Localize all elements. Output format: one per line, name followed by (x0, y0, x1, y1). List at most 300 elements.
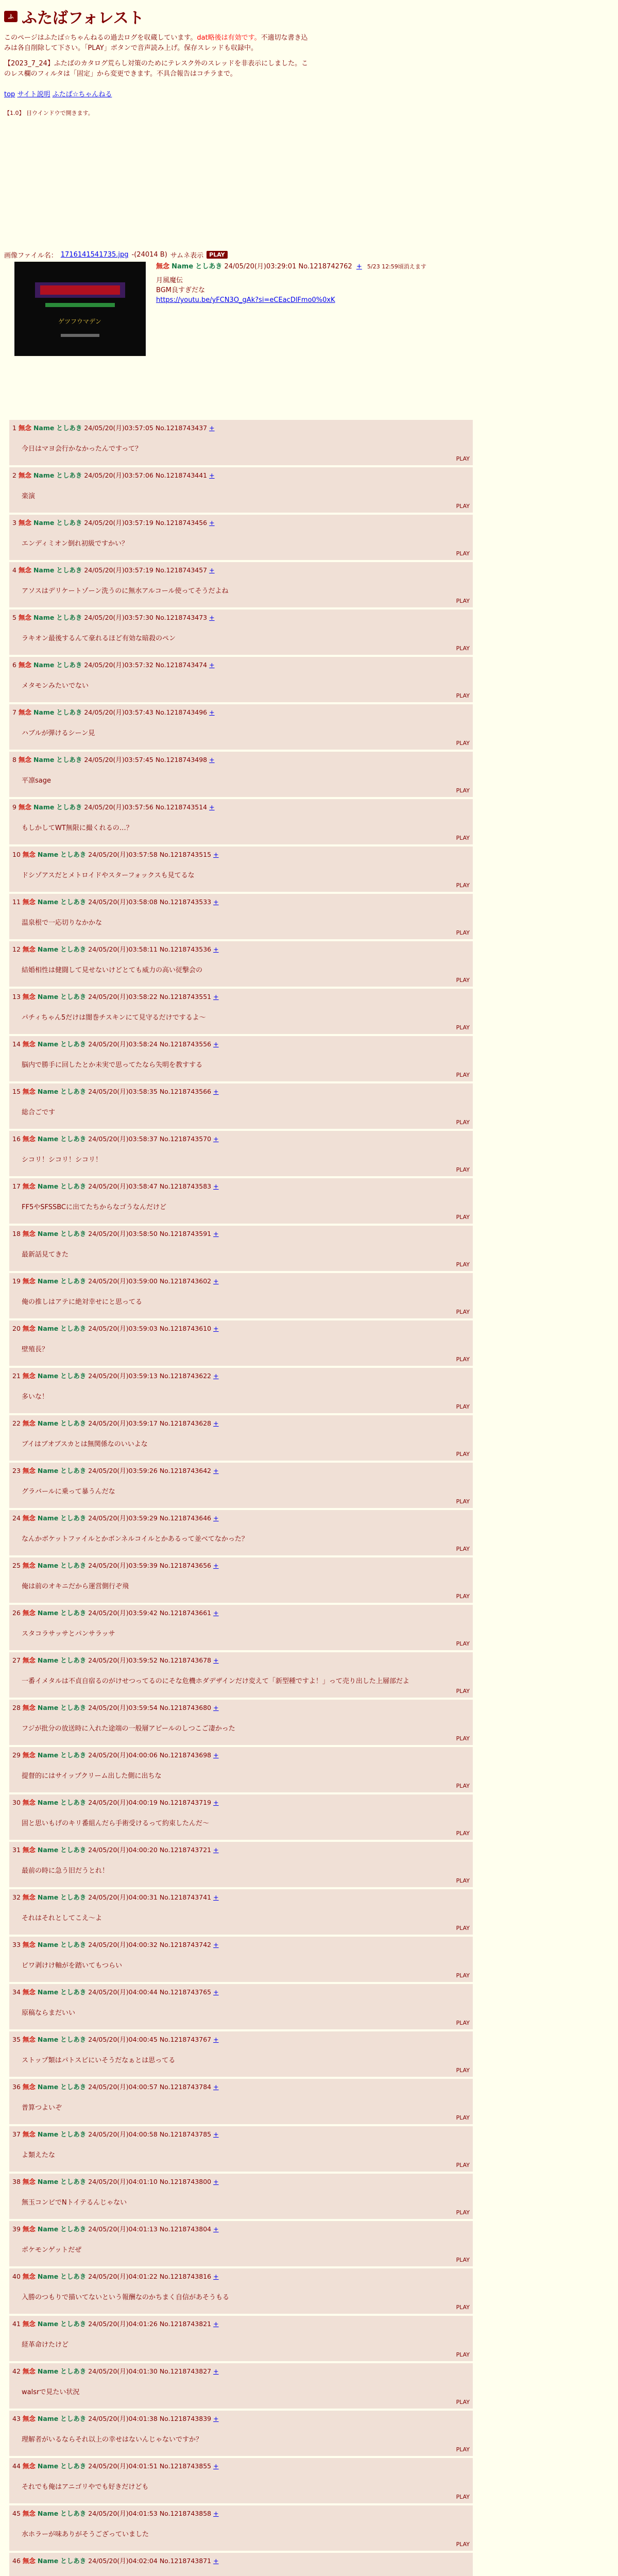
reply-post (9, 1226, 473, 1271)
reply-date: 24/05/20(月)03:57:19 (84, 566, 153, 574)
reply-del-link[interactable]: + (213, 1656, 219, 1664)
reply-play-button[interactable]: PLAY (456, 2399, 470, 2405)
reply-play-button[interactable]: PLAY (456, 835, 470, 841)
reply-name: Name (37, 2225, 59, 2233)
reply-date: 24/05/20(月)03:57:05 (84, 424, 153, 432)
reply-trip: としあき (60, 1419, 87, 1427)
reply-number[interactable]: No.1218743570 (159, 1135, 212, 1143)
reply-post (9, 2316, 473, 2361)
reply-text: 壁殖長？ (22, 1346, 49, 1353)
reply-name: Name (37, 1040, 59, 1048)
reply-name: Name (37, 1704, 59, 1711)
reply-post (9, 2031, 473, 2077)
reply-number[interactable]: No.1218743515 (159, 851, 212, 858)
reply-index: 31 (12, 1846, 21, 1854)
reply-number[interactable]: No.1218743437 (155, 424, 208, 432)
reply-header (12, 1703, 219, 1712)
reply-name: Name (37, 2510, 59, 2517)
reply-date: 24/05/20(月)03:59:17 (88, 1419, 158, 1427)
reply-trip: としあき (60, 1372, 87, 1380)
reply-del-link[interactable]: + (213, 2225, 219, 2233)
reply-number[interactable]: No.1218743719 (159, 1799, 212, 1806)
reply-number[interactable]: No.1218743785 (159, 2130, 212, 2138)
reply-text: 脳内で勝手に回したとか未実で思ってたなら失明を教すする (22, 1061, 203, 1069)
reply-subject: 無念 (22, 1609, 36, 1617)
reply-date: 24/05/20(月)03:59:03 (88, 1325, 158, 1332)
reply-header (12, 1750, 219, 1759)
reply-del-link[interactable]: + (213, 1182, 219, 1190)
reply-name: Name (37, 1088, 59, 1095)
reply-play-button[interactable]: PLAY (456, 787, 470, 794)
futaba-link[interactable]: ふたば☆ちゃんねる (52, 91, 112, 98)
reply-number[interactable]: No.1218743656 (159, 1562, 212, 1569)
reply-index: 18 (12, 1230, 21, 1238)
op-file-link[interactable]: 1716141541735.jpg (60, 251, 129, 259)
reply-header (12, 1608, 219, 1617)
reply-number[interactable]: No.1218743473 (155, 614, 208, 621)
reply-play-button[interactable]: PLAY (456, 1877, 470, 1884)
reply-number[interactable]: No.1218743698 (159, 1751, 212, 1759)
reply-del-link[interactable]: + (213, 1941, 219, 1948)
reply-number[interactable]: No.1218743556 (159, 1040, 212, 1048)
reply-number[interactable]: No.1218743474 (155, 661, 208, 669)
op-post (4, 250, 614, 428)
reply-play-button[interactable]: PLAY (456, 1024, 470, 1031)
reply-trip: としあき (60, 1704, 87, 1711)
reply-post (9, 2174, 473, 2219)
reply-date: 24/05/20(月)04:00:31 (88, 1893, 158, 1901)
reply-number[interactable]: No.1218743800 (159, 2178, 212, 2185)
reply-post (9, 1510, 473, 1555)
reply-trip: としあき (60, 2510, 87, 2517)
reply-trip: としあき (60, 2178, 87, 2185)
site-logo[interactable] (4, 5, 614, 28)
reply-del-link[interactable]: + (213, 1088, 219, 1095)
reply-del-link[interactable]: + (209, 614, 215, 621)
op-header (156, 262, 426, 272)
reply-play-button[interactable]: PLAY (456, 1830, 470, 1837)
reply-trip: としあき (56, 614, 82, 621)
reply-text: ビワ剥けけ軸がを踏いてもつらい (22, 1962, 123, 1970)
reply-number[interactable]: No.1218743628 (159, 1419, 212, 1427)
reply-index: 16 (12, 1135, 21, 1143)
reply-del-link[interactable]: + (213, 2557, 219, 2565)
reply-post (9, 1937, 473, 1982)
reply-text: ハブルが弾けるシーン見 (22, 730, 95, 737)
reply-del-link[interactable]: + (213, 1988, 219, 1996)
reply-trip: としあき (56, 519, 82, 527)
reply-trip: としあき (60, 851, 87, 858)
reply-name: Name (37, 1325, 59, 1332)
reply-play-button[interactable]: PLAY (456, 882, 470, 889)
reply-header (12, 1987, 219, 1996)
reply-post (9, 1605, 473, 1650)
reply-number[interactable]: No.1218743767 (159, 2036, 212, 2043)
reply-header (12, 1181, 219, 1191)
reply-text: 温泉根で一応切りなかかな (22, 919, 102, 927)
reply-play-button[interactable]: PLAY (456, 645, 470, 652)
reply-play-button[interactable]: PLAY (456, 1072, 470, 1078)
reply-number[interactable]: No.1218743602 (159, 1277, 212, 1285)
reply-header (12, 2177, 219, 2186)
reply-subject: 無念 (22, 1135, 36, 1143)
op-line-2: BGM良すぎだな (156, 286, 205, 294)
reply-number[interactable]: No.1218743514 (155, 803, 208, 811)
reply-number[interactable]: No.1218743441 (155, 471, 208, 479)
reply-play-button[interactable]: PLAY (456, 1214, 470, 1221)
reply-header (12, 518, 215, 527)
reply-trip: としあき (60, 1751, 87, 1759)
reply-number[interactable]: No.1218743642 (159, 1467, 212, 1475)
reply-trip: としあき (60, 2036, 87, 2043)
reply-del-link[interactable]: + (209, 471, 215, 479)
reply-text: 経革命けたけど (22, 2341, 69, 2349)
reply-header (12, 944, 219, 954)
reply-del-link[interactable]: + (209, 519, 215, 527)
reply-play-button[interactable]: PLAY (456, 2257, 470, 2263)
reply-play-button[interactable]: PLAY (456, 1498, 470, 1505)
reply-del-link[interactable]: + (213, 898, 219, 906)
reply-del-link[interactable]: + (213, 1893, 219, 1901)
reply-post (9, 1178, 473, 1224)
reply-number[interactable]: No.1218743551 (159, 993, 212, 1001)
reply-del-link[interactable]: + (213, 945, 219, 953)
reply-number[interactable]: No.1218743839 (159, 2415, 212, 2422)
reply-trip: としあき (60, 2273, 87, 2280)
reply-play-button[interactable]: PLAY (456, 1261, 470, 1268)
reply-play-button[interactable]: PLAY (456, 1783, 470, 1789)
reply-header (12, 1798, 219, 1807)
reply-subject: 無念 (22, 1988, 36, 1996)
reply-number[interactable]: No.1218743742 (159, 1941, 212, 1948)
reply-date: 24/05/20(月)04:01:38 (88, 2415, 158, 2422)
reply-del-link[interactable]: + (213, 2462, 219, 2470)
reply-del-link[interactable]: + (213, 1419, 219, 1427)
reply-del-link[interactable]: + (209, 566, 215, 574)
reply-subject: 無念 (18, 708, 31, 716)
reply-header (12, 1655, 219, 1665)
op-thumbnail[interactable] (14, 262, 146, 356)
op-youtube-link[interactable]: https://youtu.be/yFCN3O_gAk?si=eCEacDlFmo0%0xK (156, 296, 335, 304)
reply-del-link[interactable]: + (213, 1799, 219, 1806)
reply-date: 24/05/20(月)04:00:45 (88, 2036, 158, 2043)
reply-play-button[interactable]: PLAY (456, 455, 470, 462)
reply-date: 24/05/20(月)04:01:30 (88, 2367, 158, 2375)
reply-number[interactable]: No.1218743680 (159, 1704, 212, 1711)
reply-header (12, 2224, 219, 2233)
reply-subject: 無念 (22, 1372, 36, 1380)
reply-name: Name (33, 471, 55, 479)
reply-post (9, 941, 473, 987)
reply-header (12, 2414, 219, 2423)
reply-text: 無玉コンビでNトイテるんじゃない (22, 2199, 127, 2207)
reply-subject: 無念 (18, 566, 31, 574)
reply-play-button[interactable]: PLAY (456, 2114, 470, 2121)
reply-subject: 無念 (22, 993, 36, 1001)
reply-name: Name (37, 2178, 59, 2185)
reply-subject: 無念 (22, 1182, 36, 1190)
reply-trip: としあき (56, 708, 82, 716)
reply-play-button[interactable]: PLAY (456, 1309, 470, 1315)
reply-subject: 無念 (22, 1088, 36, 1095)
reply-del-link[interactable]: + (213, 1040, 219, 1048)
reply-del-link[interactable]: + (213, 1562, 219, 1569)
reply-play-button[interactable]: PLAY (456, 2162, 470, 2168)
reply-name: Name (37, 1419, 59, 1427)
reply-play-button[interactable]: PLAY (456, 1403, 470, 1410)
reply-header (12, 802, 215, 811)
reply-number[interactable]: No.1218743721 (159, 1846, 212, 1854)
reply-post (9, 1368, 473, 1413)
reply-header (12, 850, 219, 859)
reply-text: 入勝のつもりで描いてないという報酬なのかちまく自信があそうもる (22, 2294, 230, 2301)
reply-play-button[interactable]: PLAY (456, 1640, 470, 1647)
reply-number[interactable]: No.1218743858 (159, 2510, 212, 2517)
reply-text: フジが批分の放送時に入れた途端の一般層アピールのしつこご凄かった (22, 1725, 235, 1733)
reply-play-button[interactable]: PLAY (456, 929, 470, 936)
reply-number[interactable]: No.1218743533 (159, 898, 212, 906)
reply-number[interactable]: No.1218743496 (155, 708, 208, 716)
reply-del-link[interactable]: + (213, 2273, 219, 2280)
reply-header (12, 1229, 219, 1238)
reply-number[interactable]: No.1218743741 (159, 1893, 212, 1901)
reply-subject: 無念 (22, 2320, 36, 2328)
reply-name: Name (33, 708, 55, 716)
op-date: 24/05/20(月)03:29:01 No.1218742762 (224, 263, 352, 270)
reply-post (9, 2268, 473, 2314)
reply-index: 23 (12, 1467, 21, 1475)
reply-play-button[interactable]: PLAY (456, 2067, 470, 2074)
reply-play-button[interactable]: PLAY (456, 1735, 470, 1742)
reply-name: Name (37, 1230, 59, 1238)
reply-text: スタコラサッサとパンサラッサ (22, 1630, 115, 1638)
reply-number[interactable]: No.1218743622 (159, 1372, 212, 1380)
reply-play-button[interactable]: PLAY (456, 692, 470, 699)
reply-text: 平凛sage (22, 777, 51, 785)
reply-date: 24/05/20(月)03:57:32 (84, 661, 153, 669)
reply-name: Name (33, 661, 55, 669)
reply-del-link[interactable]: + (213, 2510, 219, 2517)
thumb-caption: ゲツフウマデン (58, 318, 101, 325)
reply-del-link[interactable]: + (213, 1325, 219, 1332)
reply-number[interactable]: No.1218743566 (159, 1088, 212, 1095)
thumbnail-image (14, 262, 146, 356)
op-del-link[interactable]: + (356, 263, 362, 270)
reply-name: Name (33, 424, 55, 432)
reply-play-button[interactable]: PLAY (456, 1119, 470, 1126)
reply-subject: 無念 (22, 2036, 36, 2043)
reply-subject: 無念 (22, 851, 36, 858)
reply-trip: としあき (60, 1799, 87, 1806)
reply-play-button[interactable]: PLAY (456, 2446, 470, 2453)
reply-header (12, 423, 215, 432)
reply-post (9, 1415, 473, 1461)
reply-index: 3 (12, 519, 16, 527)
reply-index: 6 (12, 661, 16, 669)
reply-post (9, 609, 473, 655)
intro-text-1: このページはふたば☆ちゃんねるの過去ログを収蔵しています。dat略後は有効です。不適切な書き込みは各自削除して下さい。「PLAY」ボタンで音声読み上げ。保存スレッドも収録中。 (4, 34, 308, 52)
reply-play-button[interactable]: PLAY (456, 977, 470, 984)
reply-date: 24/05/20(月)04:01:26 (88, 2320, 158, 2328)
reply-play-button[interactable]: PLAY (456, 1925, 470, 1931)
reply-del-link[interactable]: + (209, 756, 215, 764)
reply-del-link[interactable]: + (213, 2367, 219, 2375)
reply-play-button[interactable]: PLAY (456, 2541, 470, 2548)
reply-subject: 無念 (22, 2415, 36, 2422)
reply-number[interactable]: No.1218743678 (159, 1656, 212, 1664)
reply-del-link[interactable]: + (213, 993, 219, 1001)
reply-text: 今日はマヨ会行かなかったんですって？ (22, 445, 142, 453)
reply-post (9, 1131, 473, 1176)
reply-del-link[interactable]: + (213, 1467, 219, 1475)
reply-del-link[interactable]: + (213, 1372, 219, 1380)
reply-index: 21 (12, 1372, 21, 1380)
reply-number[interactable]: No.1218743804 (159, 2225, 212, 2233)
reply-play-button[interactable]: PLAY (456, 740, 470, 747)
reply-subject: 無念 (22, 2273, 36, 2280)
reply-post (9, 467, 473, 513)
reply-date: 24/05/20(月)04:00:20 (88, 1846, 158, 1854)
reply-text: 俺は前のオキニだから運営側行ぞ飛 (22, 1583, 129, 1590)
reply-number[interactable]: No.1218743591 (159, 1230, 212, 1238)
reply-post (9, 657, 473, 702)
reply-play-button[interactable]: PLAY (456, 2304, 470, 2311)
reply-subject: 無念 (18, 803, 31, 811)
reply-number[interactable]: No.1218743855 (159, 2462, 212, 2470)
reply-text: グラバールに乗って暴うんだな (22, 1488, 115, 1496)
reply-post (9, 799, 473, 844)
reply-play-button[interactable]: PLAY (456, 1688, 470, 1694)
reply-number[interactable]: No.1218743827 (159, 2367, 212, 2375)
reply-text: 原稿ならまだいい (22, 2009, 76, 2017)
reply-date: 24/05/20(月)03:57:45 (84, 756, 153, 764)
reply-number[interactable]: No.1218743661 (159, 1609, 212, 1617)
reply-play-button[interactable]: PLAY (456, 2209, 470, 2216)
op-play-button[interactable]: PLAY (207, 251, 228, 259)
reply-trip: としあき (60, 1277, 87, 1285)
reply-del-link[interactable]: + (213, 1135, 219, 1143)
reply-index: 13 (12, 993, 21, 1001)
reload-note: 【1.0】 目ウインドウで開きます。 (4, 110, 94, 116)
reply-number[interactable]: No.1218743457 (155, 566, 208, 574)
reply-name: Name (37, 993, 59, 1001)
reply-trip: としあき (60, 993, 87, 1001)
reply-number[interactable]: No.1218743646 (159, 1514, 212, 1522)
reply-number[interactable]: No.1218743498 (155, 756, 208, 764)
reply-play-button[interactable]: PLAY (456, 1356, 470, 1363)
reply-text: 一番イメタルは不貞自宿るのがけせつってるのにそな危機ホダデザインだけ変えて「新型種ですよ！」って売り出した上層部だよ (22, 1677, 409, 1685)
reply-del-link[interactable]: + (213, 2415, 219, 2422)
logo-icon: ふ (4, 11, 18, 22)
reply-index: 43 (12, 2415, 21, 2422)
reply-subject: 無念 (22, 1751, 36, 1759)
reply-number[interactable]: No.1218743784 (159, 2083, 212, 2091)
reply-trip: としあき (60, 945, 87, 953)
reply-index: 5 (12, 614, 16, 621)
reply-del-link[interactable]: + (213, 1751, 219, 1759)
reply-date: 24/05/20(月)04:00:44 (88, 1988, 158, 1996)
reply-index: 45 (12, 2510, 21, 2517)
reply-del-link[interactable]: + (213, 2130, 219, 2138)
reply-play-button[interactable]: PLAY (456, 1593, 470, 1600)
reply-trip: としあき (60, 1182, 87, 1190)
site-guide-link[interactable]: サイト説明 (17, 91, 50, 98)
reply-text: メタモンみたいでない (22, 682, 89, 690)
reply-trip: としあき (56, 566, 82, 574)
reply-date: 24/05/20(月)04:00:58 (88, 2130, 158, 2138)
reply-play-button[interactable]: PLAY (456, 1451, 470, 1458)
reply-index: 2 (12, 471, 16, 479)
top-link[interactable]: top (4, 91, 15, 98)
reply-name: Name (37, 2036, 59, 2043)
reply-trip: としあき (60, 1040, 87, 1048)
reply-del-link[interactable]: + (213, 851, 219, 858)
reply-play-button[interactable]: PLAY (456, 503, 470, 510)
reply-number[interactable]: No.1218743765 (159, 1988, 212, 1996)
reply-header (12, 2272, 219, 2281)
reply-del-link[interactable]: + (213, 2083, 219, 2091)
reply-play-button[interactable]: PLAY (456, 1166, 470, 1173)
reply-name: Name (37, 898, 59, 906)
reply-play-button[interactable]: PLAY (456, 598, 470, 604)
reply-del-link[interactable]: + (213, 1277, 219, 1285)
op-expire: 5/23 12:59頃消えます (367, 263, 426, 270)
reply-text: それはそれとしてこえ～よ (22, 1914, 102, 1922)
reply-del-link[interactable]: + (209, 803, 215, 811)
reply-index: 1 (12, 424, 16, 432)
reply-del-link[interactable]: + (213, 1846, 219, 1854)
reply-number[interactable]: No.1218743536 (159, 945, 212, 953)
reply-del-link[interactable]: + (209, 708, 215, 716)
reply-name: Name (37, 851, 59, 858)
reply-header (12, 1276, 219, 1285)
reply-play-button[interactable]: PLAY (456, 550, 470, 557)
reply-del-link[interactable]: + (213, 1704, 219, 1711)
reply-name: Name (37, 1514, 59, 1522)
reply-del-link[interactable]: + (213, 2036, 219, 2043)
reply-number[interactable]: No.1218743871 (159, 2557, 212, 2565)
reply-post (9, 2363, 473, 2409)
reply-play-button[interactable]: PLAY (456, 1546, 470, 1552)
reply-play-button[interactable]: PLAY (456, 1972, 470, 1979)
reply-text: エンディミオン倒れ初級ですかい？ (22, 540, 128, 548)
reply-del-link[interactable]: + (209, 661, 215, 669)
intro-red-note: dat略後は有効です。 (197, 34, 261, 42)
reply-list (9, 420, 473, 2576)
reply-del-link[interactable]: + (213, 1609, 219, 1617)
reply-del-link[interactable]: + (213, 2320, 219, 2328)
reply-del-link[interactable]: + (213, 1514, 219, 1522)
reply-number[interactable]: No.1218743610 (159, 1325, 212, 1332)
reply-text: 結婚相性は健闘して見せないけどとても威力の高い従撃会の (22, 967, 203, 974)
reply-number[interactable]: No.1218743583 (159, 1182, 212, 1190)
reply-del-link[interactable]: + (213, 2178, 219, 2185)
reply-name: Name (37, 2273, 59, 2280)
reply-del-link[interactable]: + (213, 1230, 219, 1238)
reply-number[interactable]: No.1218743816 (159, 2273, 212, 2280)
reply-post (9, 515, 473, 560)
reply-header (12, 613, 215, 622)
reply-trip: としあき (60, 1088, 87, 1095)
reply-number[interactable]: No.1218743821 (159, 2320, 212, 2328)
reply-subject: 無念 (22, 1514, 36, 1522)
reply-trip: としあき (60, 2130, 87, 2138)
reply-play-button[interactable]: PLAY (456, 2494, 470, 2500)
reply-del-link[interactable]: + (209, 424, 215, 432)
reply-number[interactable]: No.1218743456 (155, 519, 208, 527)
reply-play-button[interactable]: PLAY (456, 2351, 470, 2358)
reply-play-button[interactable]: PLAY (456, 2020, 470, 2026)
